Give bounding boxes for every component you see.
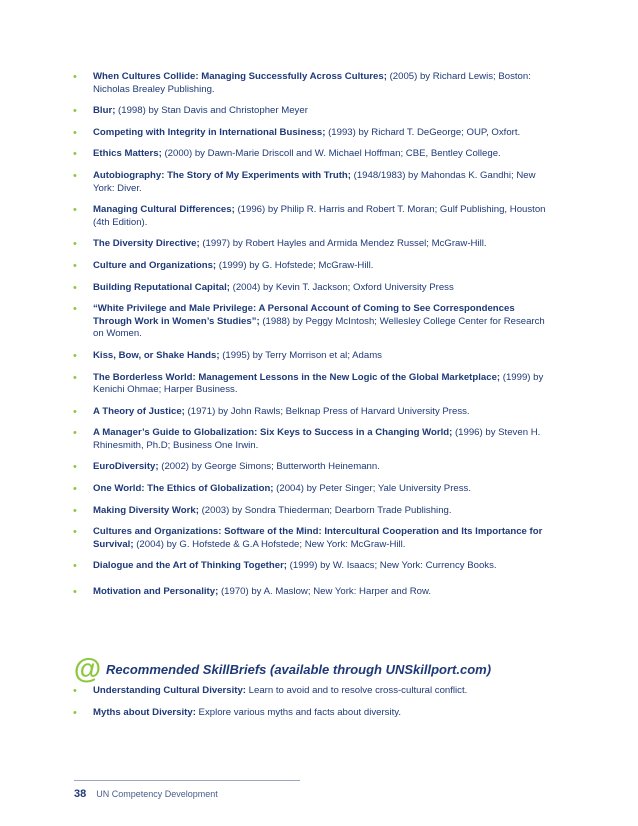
- list-item: [73, 483, 553, 496]
- bullet-icon: •: [73, 126, 77, 139]
- reference-title: Competing with Integrity in International Business;: [93, 126, 326, 138]
- reference-details: (2004) by G. Hofstede & G.A Hofstede; New York: McGraw-Hill.: [133, 538, 406, 550]
- reference-details: (1971) by John Rawls; Belknap Press of Harvard University Press.: [184, 405, 470, 417]
- list-item: [73, 170, 553, 195]
- bullet-icon: •: [73, 148, 77, 161]
- reference-details: (1996) by Philip R. Harris and Robert T. Moran; Gulf Publishing, Houston (4th Edition).: [93, 204, 546, 228]
- list-item: [73, 260, 553, 273]
- reference-title: Cultures and Organizations: Software of the Mind: Intercultural Cooperation and Its Importance for Survival;: [93, 526, 543, 550]
- skillbrief-details: Explore various myths and facts about diversity.: [195, 706, 402, 718]
- list-item: [73, 282, 553, 295]
- list-item: [73, 105, 553, 118]
- bullet-icon: •: [73, 371, 77, 384]
- reference-details: (1948/1983) by Mahondas K. Gandhi; New York: Diver.: [93, 169, 536, 194]
- reference-details: (1988) by Peggy McIntosh; Wellesley College Center for Research on Women.: [93, 315, 545, 340]
- list-item: [73, 586, 553, 599]
- reference-title: “White Privilege and Male Privilege: A Personal Account of Coming to See Correspondences Through Work in Women’s Studies”;: [93, 303, 515, 327]
- page-footer: [74, 788, 218, 800]
- footer-divider: [74, 780, 300, 781]
- reference-details: (1993) by Richard T. DeGeorge; OUP, Oxfort.: [325, 126, 521, 138]
- bullet-icon: •: [73, 461, 77, 474]
- reference-details: (2000) by Dawn-Marie Driscoll and W. Michael Hoffman; CBE, Bentley College.: [161, 148, 501, 160]
- reference-details: (2003) by Sondra Thiederman; Dearborn Trade Publishing.: [198, 504, 452, 516]
- reference-title: Autobiography: The Story of My Experiments with Truth;: [93, 169, 351, 181]
- list-item: [73, 505, 553, 518]
- reference-title: The Diversity Directive;: [93, 238, 200, 250]
- list-item: [73, 372, 553, 397]
- bullet-icon: •: [73, 586, 77, 599]
- reference-title: Making Diversity Work;: [93, 504, 199, 516]
- bullet-icon: •: [73, 238, 77, 251]
- reference-details: (1997) by Robert Hayles and Armida Mendez Russel; McGraw-Hill.: [199, 238, 487, 250]
- list-item: [73, 427, 553, 452]
- list-item: [73, 303, 553, 341]
- list-item: [73, 127, 553, 140]
- bullet-icon: •: [73, 349, 77, 362]
- list-item: [73, 204, 553, 229]
- bullet-icon: •: [73, 483, 77, 496]
- reference-title: One World: The Ethics of Globalization;: [93, 483, 274, 495]
- reference-title: Dialogue and the Art of Thinking Together;: [93, 560, 287, 572]
- reference-details: (2005) by Richard Lewis; Boston: Nicholas Brealey Publishing.: [93, 71, 531, 95]
- reference-title: When Cultures Collide: Managing Successfully Across Cultures;: [93, 71, 387, 82]
- skillbriefs-list: [73, 685, 553, 719]
- reference-details: (2004) by Peter Singer; Yale University Press.: [273, 483, 471, 495]
- reference-details: (1996) by Steven H. Rhinesmith, Ph.D; Business One Irwin.: [93, 427, 541, 451]
- page-number: 38: [74, 788, 87, 800]
- reference-details: (1999) by Kenichi Ohmae; Harper Business.: [93, 371, 544, 396]
- section-title: Recommended SkillBriefs (available through UNSkillport.com): [106, 661, 492, 677]
- bullet-icon: •: [73, 71, 77, 83]
- reference-title: Ethics Matters;: [93, 148, 162, 160]
- reference-title: Motivation and Personality;: [93, 586, 219, 598]
- reference-title: A Theory of Justice;: [93, 405, 185, 417]
- reference-title: Blur;: [93, 105, 116, 117]
- bullet-icon: •: [73, 281, 77, 294]
- reference-details: (2004) by Kevin T. Jackson; Oxford University Press: [229, 281, 454, 293]
- list-item: [73, 560, 553, 573]
- at-sign-icon: @: [73, 653, 101, 684]
- bullet-icon: •: [73, 504, 77, 517]
- reference-details: (1999) by W. Isaacs; New York: Currency Books.: [287, 560, 497, 572]
- bullet-icon: •: [73, 405, 77, 418]
- bullet-icon: •: [73, 427, 77, 440]
- skillbriefs-heading: [74, 655, 554, 683]
- reference-details: (1970) by A. Maslow; New York: Harper and Row.: [218, 586, 432, 598]
- skillbrief-details: Learn to avoid and to resolve cross-cultural conflict.: [246, 685, 468, 696]
- list-item: [73, 238, 553, 251]
- reference-details: (1995) by Terry Morrison et al; Adams: [219, 349, 382, 361]
- reference-title: Kiss, Bow, or Shake Hands;: [93, 349, 220, 361]
- list-item: [73, 406, 553, 419]
- bullet-icon: •: [73, 526, 77, 539]
- bullet-icon: •: [73, 259, 77, 272]
- list-item: [73, 350, 553, 363]
- reference-title: Building Reputational Capital;: [93, 281, 230, 293]
- list-item: [73, 148, 553, 161]
- reference-title: The Borderless World: Management Lessons in the New Logic of the Global Marketplace;: [93, 371, 501, 383]
- list-item: [73, 461, 553, 474]
- footer-text: UN Competency Development: [96, 789, 218, 799]
- reference-details: (1998) by Stan Davis and Christopher Meyer: [115, 105, 308, 117]
- reference-title: Managing Cultural Differences;: [93, 204, 235, 216]
- list-item: [73, 707, 553, 720]
- skillbrief-title: Myths about Diversity:: [93, 706, 196, 718]
- skillbrief-title: Understanding Cultural Diversity:: [93, 685, 246, 696]
- reference-details: (2002) by George Simons; Butterworth Heinemann.: [158, 461, 380, 473]
- list-item: [73, 71, 553, 96]
- reference-title: Culture and Organizations;: [93, 259, 217, 271]
- bullet-icon: •: [73, 204, 77, 217]
- reference-details: (1999) by G. Hofstede; McGraw-Hill.: [216, 259, 374, 271]
- bullet-icon: •: [73, 685, 77, 697]
- list-item: [73, 685, 553, 698]
- reference-title: A Manager’s Guide to Globalization: Six Keys to Success in a Changing World;: [93, 427, 453, 439]
- list-item: [73, 526, 553, 551]
- reference-title: EuroDiversity;: [93, 461, 159, 473]
- bullet-icon: •: [73, 303, 77, 316]
- bullet-icon: •: [73, 169, 77, 182]
- bullet-icon: •: [73, 560, 77, 573]
- bullet-icon: •: [73, 706, 77, 719]
- bullet-icon: •: [73, 105, 77, 118]
- reference-list: [73, 71, 553, 599]
